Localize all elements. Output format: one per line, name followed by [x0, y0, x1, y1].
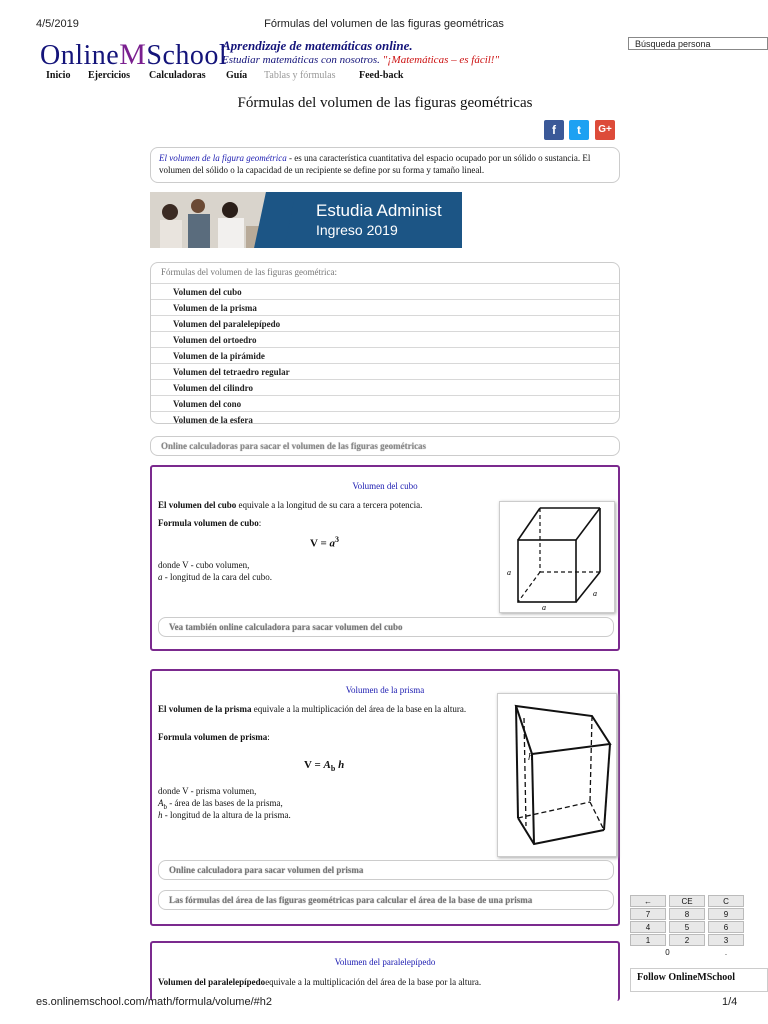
parallelepiped-section	[150, 941, 620, 1001]
cube-title: Volumen del cubo	[352, 481, 418, 491]
cube-def-rest: equivale a la longitud de su cara a tercera potencia.	[236, 500, 423, 510]
prism-where2-sub: b	[163, 802, 167, 811]
toc-item[interactable]: Volumen del paralelepípedo	[151, 315, 619, 331]
calc-key-8[interactable]: 8	[669, 908, 705, 920]
calc-key-7[interactable]: 7	[630, 908, 666, 920]
ad-photo	[150, 192, 270, 248]
toc-item[interactable]: Volumen de la esfera	[151, 411, 619, 427]
prism-calc-link[interactable]: Online calculadora para sacar volumen del prisma	[158, 860, 614, 880]
prism-area-link[interactable]: Las fórmulas del área de las figuras geométricas para calcular el área de la base de una prisma	[158, 890, 614, 910]
para-definition	[158, 976, 481, 988]
logo-m: M	[119, 38, 147, 71]
calc-key-9[interactable]: 9	[708, 908, 744, 920]
cube-where-text: - longitud de la cara del cubo.	[162, 572, 272, 582]
cube-label: Formula volumen de cubo	[158, 518, 259, 528]
calculator-widget	[630, 895, 768, 959]
cube-definition	[158, 499, 488, 511]
cube-figure	[499, 501, 615, 613]
toc-item[interactable]: Volumen del cilindro	[151, 379, 619, 395]
print-url: es.onlinemschool.com/math/formula/volume/#h2	[36, 996, 273, 1008]
intro-link[interactable]: El volumen de la figura geométrica	[159, 153, 287, 163]
prism-label-h: h	[528, 752, 533, 763]
calc-key-c[interactable]: C	[708, 895, 744, 907]
calc-key-3[interactable]: 3	[708, 934, 744, 946]
site-slogan: Aprendizaje de matemáticas online.	[222, 38, 413, 53]
cube-where-2	[158, 571, 272, 583]
calc-key-0[interactable]: 0	[630, 947, 705, 959]
nav-calculadoras[interactable]: Calculadoras	[149, 70, 206, 81]
cube-label-a-left: a	[507, 568, 511, 577]
nav-inicio[interactable]: Inicio	[46, 70, 71, 81]
prism-formula-var: A	[323, 759, 331, 771]
calc-key-backspace[interactable]: ←	[630, 895, 666, 907]
cube-label-a-bottom: a	[542, 603, 546, 612]
prism-section	[150, 669, 620, 926]
twitter-icon[interactable]: t	[569, 120, 589, 140]
calc-key-2[interactable]: 2	[669, 934, 705, 946]
toc-item[interactable]: Volumen del cono	[151, 395, 619, 411]
cube-formula-label: Formula volumen de cubo:	[158, 518, 262, 528]
prism-formula-sub: b	[330, 764, 336, 774]
para-def-rest: equivale a la multiplicación del área de la base por la altura.	[265, 977, 482, 987]
calc-key-1[interactable]: 1	[630, 934, 666, 946]
google-plus-icon[interactable]: G+	[595, 120, 615, 140]
prism-definition	[158, 703, 494, 715]
subslogan-text: Estudiar matemáticas con nosotros.	[222, 54, 383, 66]
prism-title: Volumen de la prisma	[345, 685, 425, 695]
ad-line1: Estudia Administ	[316, 201, 442, 220]
logo-online: Online	[40, 40, 120, 71]
prism-figure	[497, 693, 617, 857]
cube-formula-lhs: V =	[310, 537, 330, 550]
online-calculators-link[interactable]: Online calculadoras para sacar el volumen de las figuras geométricas	[150, 436, 620, 456]
logo-school: School	[146, 40, 228, 71]
toc-item[interactable]: Volumen del tetraedro regular	[151, 363, 619, 379]
intro-text: - es una característica cuantitativa del espacio ocupado por un sólido o sustancia. El volumen del sólido o la capacidad de un recipiente se define por su forma y tamaño lineal.	[159, 153, 591, 175]
print-page: 1/4	[722, 996, 738, 1008]
para-def-bold: Volumen del paralelepípedo	[158, 977, 266, 987]
nav-guia[interactable]: Guía	[226, 70, 248, 81]
cube-calc-link[interactable]: Vea también online calculadora para sacar volumen del cubo	[158, 617, 614, 637]
prism-formula-label: Formula volumen de prisma:	[158, 732, 270, 742]
prism-where2-text: - área de las bases de la prisma,	[167, 798, 283, 808]
calc-key-5[interactable]: 5	[669, 921, 705, 933]
prism-where-1: donde V - prisma volumen,	[158, 786, 257, 796]
toc-title: Fórmulas del volumen de las figuras geométrica:	[161, 267, 337, 277]
print-doc-title: Fórmulas del volumen de las figuras geométricas	[264, 18, 504, 30]
prism-where2-var: A	[158, 798, 164, 808]
prism-diagram	[498, 694, 616, 856]
print-date: 4/5/2019	[36, 18, 79, 30]
prism-formula-h: h	[335, 759, 345, 771]
site-logo[interactable]	[40, 38, 227, 72]
ad-banner[interactable]	[150, 192, 462, 248]
intro-card	[150, 147, 620, 183]
search-input[interactable]: Búsqueda persona	[628, 37, 768, 50]
nav-tablas[interactable]: Tablas y fórmulas	[264, 70, 336, 81]
prism-where3-var: h	[158, 810, 163, 820]
cube-where-var: a	[158, 572, 163, 582]
para-title: Volumen del paralelepípedo	[334, 957, 436, 967]
nav-feedback[interactable]: Feed-back	[359, 70, 404, 81]
cube-diagram	[500, 502, 614, 612]
calc-key-4[interactable]: 4	[630, 921, 666, 933]
prism-where-3	[158, 809, 291, 821]
follow-box[interactable]: Follow OnlineMSchool	[630, 968, 768, 992]
prism-def-rest: equivale a la multiplicación del área de la base en la altura.	[251, 704, 467, 714]
cube-formula	[310, 535, 339, 550]
ad-line2: Ingreso 2019	[316, 222, 398, 238]
prism-formula-lhs: V =	[304, 759, 324, 771]
cube-where-1: donde V - cubo volumen,	[158, 560, 250, 570]
prism-formula	[304, 759, 344, 773]
facebook-icon[interactable]: f	[544, 120, 564, 140]
toc-card	[150, 262, 620, 424]
toc-item[interactable]: Volumen del ortoedro	[151, 331, 619, 347]
toc-item[interactable]: Volumen de la pirámide	[151, 347, 619, 363]
subslogan-quote: "¡Matemáticas – es fácil!"	[382, 54, 500, 66]
cube-def-bold: El volumen del cubo	[158, 500, 237, 510]
cube-label-a-right: a	[593, 589, 597, 598]
toc-item[interactable]: Volumen del cubo	[151, 283, 619, 299]
cube-section	[150, 465, 620, 651]
calc-key-6[interactable]: 6	[708, 921, 744, 933]
nav-ejercicios[interactable]: Ejercicios	[88, 70, 131, 81]
prism-def-bold: El volumen de la prisma	[158, 704, 252, 714]
prism-label: Formula volumen de prisma	[158, 732, 268, 742]
cube-formula-var: a	[329, 537, 336, 550]
calc-key-ce[interactable]: CE	[669, 895, 705, 907]
cube-formula-exp: 3	[335, 535, 340, 544]
calc-key-dot[interactable]: .	[708, 947, 744, 959]
toc-item[interactable]: Volumen de la prisma	[151, 299, 619, 315]
main-nav	[46, 70, 446, 84]
prism-where3-text: - longitud de la altura de la prisma.	[162, 810, 291, 820]
site-subslogan	[222, 54, 499, 66]
page-title: Fórmulas del volumen de las figuras geométricas	[237, 95, 533, 111]
